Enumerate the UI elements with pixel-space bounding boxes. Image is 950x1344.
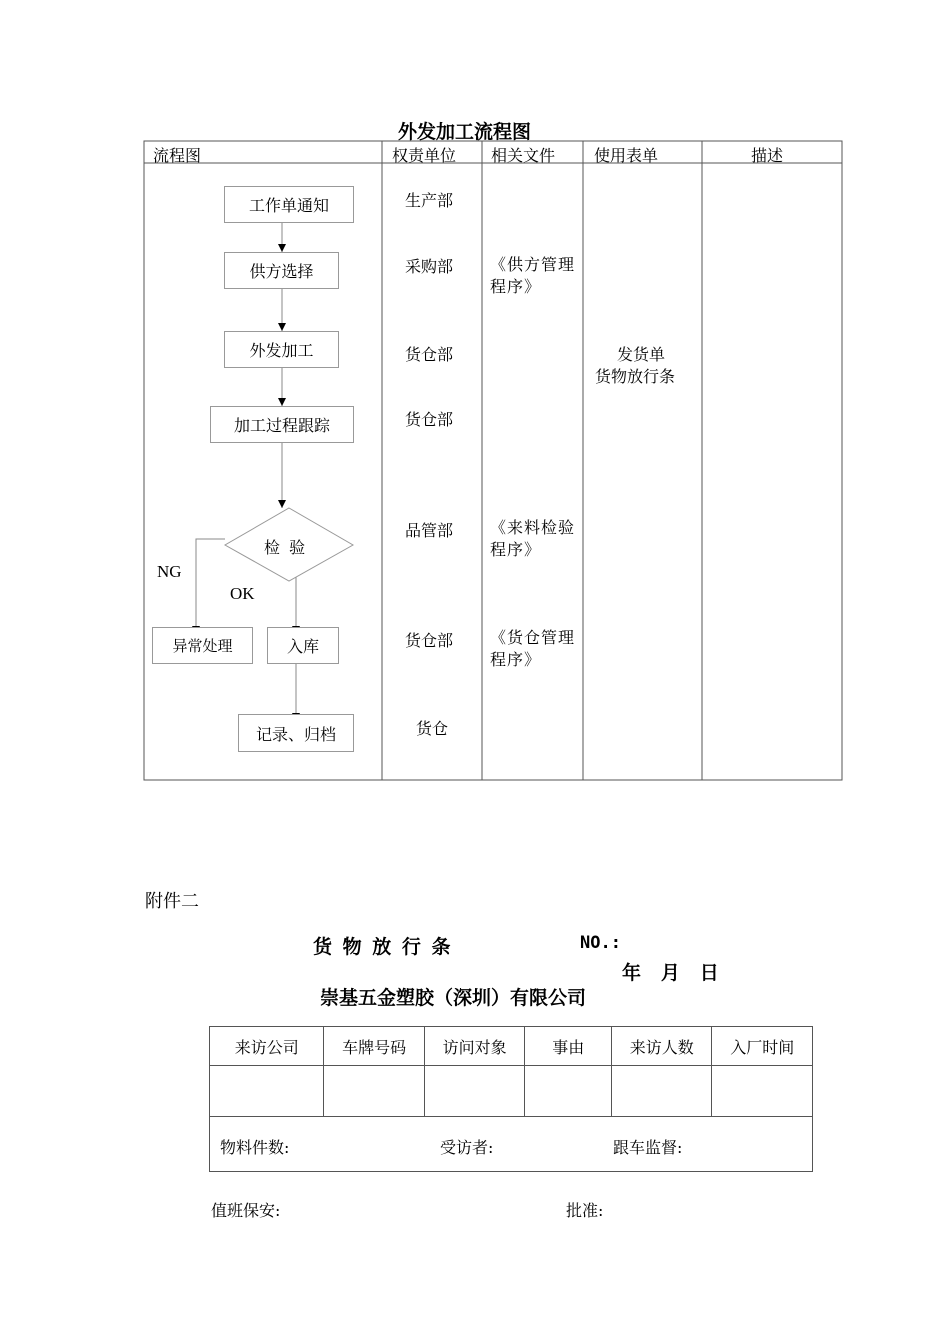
doc-inspection-procedure: 《来料检验程序》 [490,518,576,559]
dept-purchasing: 采购部 [405,257,454,276]
header-description: 描述 [751,146,784,165]
step-work-order: 工作单通知 [224,186,354,223]
step-tracking: 加工过程跟踪 [210,406,354,443]
step-supplier-select: 供方选择 [224,252,339,289]
header-documents: 相关文件 [491,146,556,165]
escort-label: 跟车监督: [613,1138,683,1157]
pass-table [209,1026,813,1172]
approve-label: 批准: [566,1201,604,1220]
dept-production: 生产部 [405,191,454,210]
doc-supplier-procedure: 《供方管理程序》 [490,255,576,296]
visitee-label: 受访者: [440,1138,494,1157]
dept-warehouse-4: 货仓 [416,719,449,738]
col-visitor-count: 来访人数 [611,1027,712,1066]
step-archive: 记录、归档 [238,714,354,752]
pass-date-label: 年 月 日 [622,962,719,984]
cell-visitor-count[interactable] [611,1066,712,1117]
company-name: 崇基五金塑胶（深圳）有限公司 [320,987,587,1009]
cell-plate-number[interactable] [324,1066,425,1117]
col-entry-time: 入厂时间 [712,1027,813,1066]
doc-warehouse-procedure: 《货仓管理程序》 [490,628,576,669]
col-visit-target: 访问对象 [424,1027,525,1066]
form-shipping-note: 发货单 [617,345,666,364]
step-outsource: 外发加工 [224,331,339,368]
header-department: 权责单位 [392,146,457,165]
attachment-label: 附件二 [145,891,199,912]
cell-reason[interactable] [525,1066,612,1117]
dept-warehouse-2: 货仓部 [405,410,454,429]
form-goods-pass: 货物放行条 [595,367,676,386]
guard-label: 值班保安: [211,1201,281,1220]
col-reason: 事由 [525,1027,612,1066]
branch-ok-label: OK [230,584,255,603]
step-inspection: 检 验 [264,538,308,557]
col-plate-number: 车牌号码 [324,1027,425,1066]
cell-visit-target[interactable] [424,1066,525,1117]
material-count-label: 物料件数: [220,1138,290,1157]
pass-footer-row [210,1117,813,1172]
pass-no-label: NO.: [580,933,621,953]
pass-title: 货 物 放 行 条 [313,936,453,958]
dept-quality: 品管部 [405,521,454,540]
header-forms: 使用表单 [594,146,659,165]
dept-warehouse-1: 货仓部 [405,345,454,364]
cell-entry-time[interactable] [712,1066,813,1117]
branch-ng-label: NG [157,562,182,581]
header-flowchart: 流程图 [153,146,202,165]
flowchart-title: 外发加工流程图 [398,121,532,143]
step-exception: 异常处理 [152,627,253,664]
cell-visiting-company[interactable] [210,1066,324,1117]
step-warehouse-in: 入库 [267,627,339,664]
col-visiting-company: 来访公司 [210,1027,324,1066]
dept-warehouse-3: 货仓部 [405,631,454,650]
